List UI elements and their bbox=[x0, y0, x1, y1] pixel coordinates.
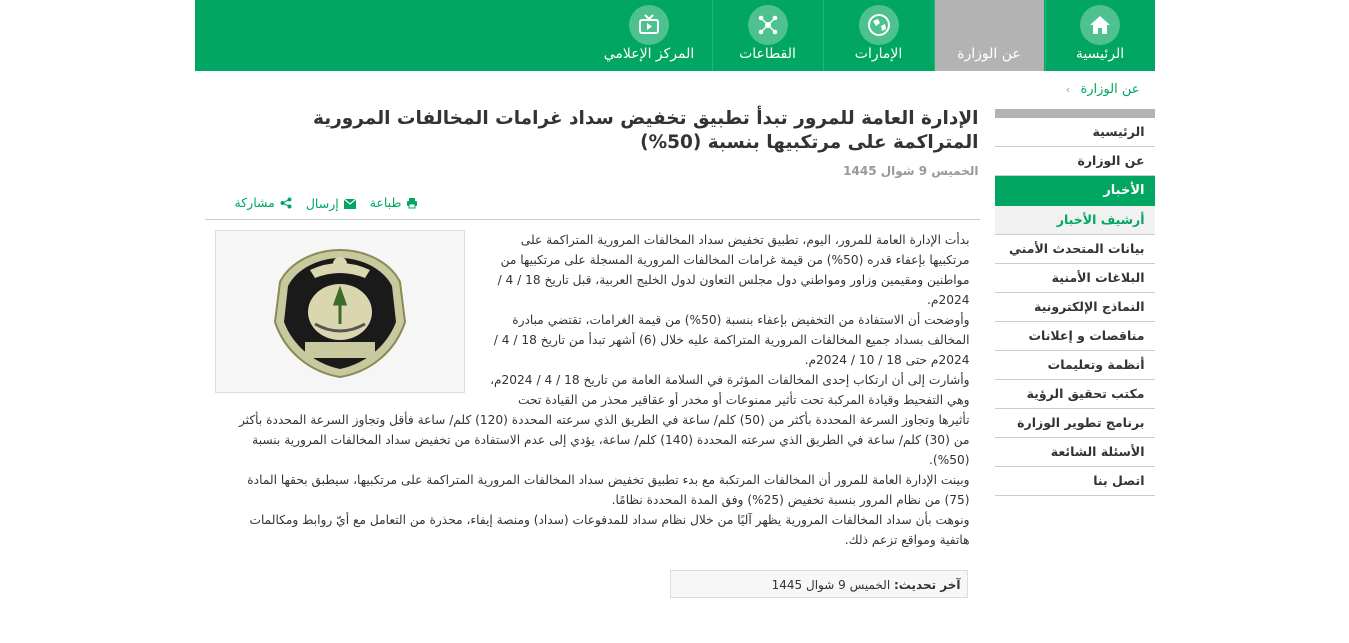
article-body bbox=[230, 230, 970, 550]
article-paragraph: وأوضحت أن الاستفادة من التخفيض بإعفاء بنسبة (50%) من قيمة الغرامات، تقتضي مبادرة المخالف بسداد جميع المخالفات المرورية المتراكمة عليه خلال (6) أشهر تبدأ من تاريخ 18 / 4 / 2024م حتى 18 / 10 / 2024م. bbox=[493, 313, 970, 367]
print-label: طباعة bbox=[369, 195, 402, 210]
sidebar-item-security-reports[interactable]: البلاغات الأمنية bbox=[995, 264, 1155, 293]
breadcrumb-item[interactable]: عن الوزارة bbox=[1080, 82, 1140, 97]
sidebar-item-tenders[interactable]: مناقصات و إعلانات bbox=[995, 322, 1155, 351]
nav-label-sectors: القطاعات bbox=[739, 46, 796, 62]
send-label: إرسال bbox=[305, 196, 339, 211]
page bbox=[195, 0, 1155, 643]
nav-item-emirates[interactable] bbox=[824, 0, 934, 71]
share-icon bbox=[280, 197, 292, 209]
share-button[interactable] bbox=[235, 195, 292, 210]
nav-item-home[interactable] bbox=[1046, 0, 1155, 71]
sidebar-item-vision-office[interactable]: مكتب تحقيق الرؤية bbox=[995, 380, 1155, 409]
sidebar-item-security-spokesman[interactable]: بيانات المتحدث الأمني bbox=[995, 235, 1155, 264]
article-paragraph: وبينت الإدارة العامة للمرور أن المخالفات المرتكبة مع بدء تطبيق تخفيض سداد المخالفات المرورية المتراكمة على مرتكبيها، سيطبق بحقها المادة (75) من نظام المرور بنسبة تخفيض (25%) وفق المدة المحددة نظامًا. bbox=[247, 473, 970, 507]
sidebar-item-development-program[interactable]: برنامج تطوير الوزارة bbox=[995, 409, 1155, 438]
share-label: مشاركة bbox=[234, 195, 275, 210]
emirates-icon bbox=[859, 5, 899, 45]
last-updated-box bbox=[670, 570, 968, 598]
sidebar-item-news[interactable]: الأخبار bbox=[995, 176, 1155, 206]
sidebar bbox=[995, 109, 1155, 496]
sidebar-item-faq[interactable]: الأسئلة الشائعة bbox=[995, 438, 1155, 467]
top-navigation bbox=[195, 0, 1155, 71]
home-icon bbox=[1080, 5, 1120, 45]
article-actions bbox=[225, 195, 419, 212]
article-paragraph: بدأت الإدارة العامة للمرور، اليوم، تطبيق تخفيض سداد المخالفات المرورية المتراكمة على مرتكبيها بإعفاء قدره (50%) من قيمة غرامات المخالفات المرورية المسجلة على مرتكبيها من مواطنين ومقيمين وزاور ومواطني دول مجلس التعاون لدول الخليج العربية، قبل تاريخ 18 / 4 / 2024م. bbox=[497, 233, 970, 307]
sidebar-item-e-forms[interactable]: النماذج الإلكترونية bbox=[995, 293, 1155, 322]
sidebar-item-ministry[interactable]: عن الوزارة bbox=[995, 147, 1155, 176]
nav-label-ministry: عن الوزارة bbox=[957, 46, 1021, 62]
sectors-icon bbox=[748, 5, 788, 45]
nav-item-media-center[interactable] bbox=[587, 0, 712, 71]
article-paragraph: ونوهت بأن سداد المخالفات المرورية يظهر آليًا من خلال نظام سداد للمدفوعات (سداد) ومنصة إيفاء، محذرة من التعامل مع أيّ روابط ومكالمات هاتفية ومواقع تزعم ذلك. bbox=[249, 513, 970, 547]
send-button[interactable] bbox=[306, 196, 356, 211]
chevron-left-icon: › bbox=[1065, 83, 1071, 96]
envelope-icon bbox=[344, 199, 356, 209]
nav-label-home: الرئيسية bbox=[1075, 46, 1125, 62]
sidebar-item-regulations[interactable]: أنظمة وتعليمات bbox=[995, 351, 1155, 380]
nav-item-ministry[interactable] bbox=[935, 0, 1044, 71]
sidebar-item-home[interactable]: الرئيسية bbox=[995, 118, 1155, 147]
media-center-icon bbox=[629, 5, 669, 45]
sidebar-item-contact[interactable]: اتصل بنا bbox=[995, 467, 1155, 496]
breadcrumb bbox=[1066, 82, 1140, 97]
print-icon bbox=[406, 197, 418, 209]
nav-label-media-center: المركز الإعلامي bbox=[603, 46, 695, 62]
nav-label-emirates: الإمارات bbox=[854, 46, 903, 62]
article-title: الإدارة العامة للمرور تبدأ تطبيق تخفيض سداد غرامات المخالفات المرورية المتراكمة على مرتكبيها بنسبة (50%) bbox=[312, 108, 979, 153]
article-paragraph: وأشارت إلى أن ارتكاب إحدى المخالفات المؤثرة في السلامة العامة من تاريخ 18 / 4 / 2024م، وهي التفحيط وقيادة المركبة تحت تأثير ممنوعات أو مخدر أو عقاقير محذر من القيادة تحت تأثيرها وتجاوز السرعة المحددة بأكثر من (50) كلم/ ساعة في الطريق الذي سرعته المحددة (120) كلم/ ساعة فأقل وتجاوز السرعة المحددة بأكثر من (30) كلم/ ساعة في الطريق الذي سرعته المحددة (140) كلم/ ساعة، يؤدي إلى عدم الاستفادة من تخفيض سداد المخالفات المرورية بنسبة (50%). bbox=[238, 373, 970, 467]
last-updated-value: الخميس 9 شوال 1445 bbox=[771, 578, 891, 592]
article-date: الخميس 9 شوال 1445 bbox=[843, 164, 979, 178]
sidebar-item-news-archive[interactable]: أرشيف الأخبار bbox=[995, 206, 1155, 235]
nav-item-sectors[interactable] bbox=[713, 0, 823, 71]
divider bbox=[205, 219, 980, 220]
print-button[interactable] bbox=[370, 195, 419, 210]
last-updated-label: آخر تحديث: bbox=[894, 578, 961, 592]
